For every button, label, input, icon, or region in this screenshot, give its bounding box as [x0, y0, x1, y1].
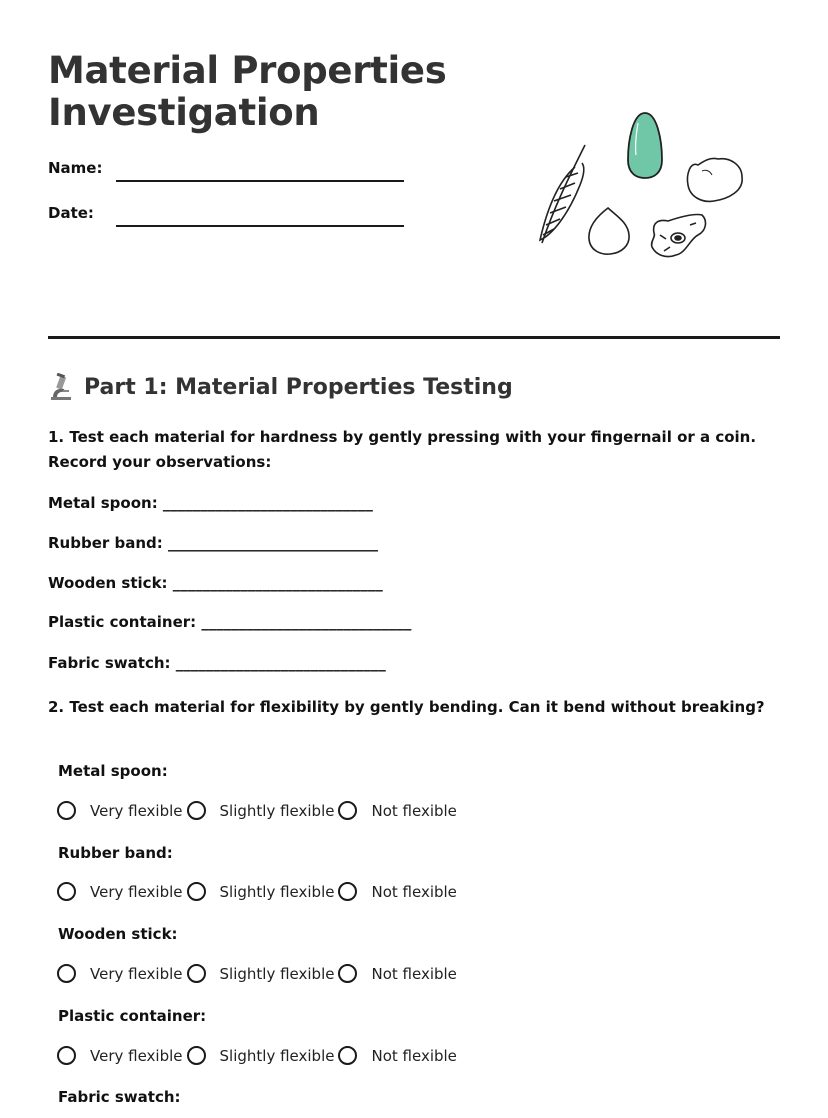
part1-heading: [48, 373, 513, 401]
rock-icon: [687, 158, 742, 201]
hardness-row-metal[interactable]: Metal spoon: ____________________________: [48, 494, 373, 512]
option-label: Slightly flexible: [219, 1046, 335, 1065]
option-label: Not flexible: [371, 964, 457, 983]
name-field[interactable]: [116, 180, 404, 182]
question-2: 2. Test each material for flexibility by gently bending. Can it bend without breaking?: [48, 698, 765, 716]
flex-label-fabric: Fabric swatch:: [58, 1088, 181, 1106]
option-very-flexible[interactable]: [57, 801, 183, 820]
radio-button[interactable]: [338, 882, 357, 901]
radio-button[interactable]: [187, 801, 206, 820]
drop-icon: [589, 208, 629, 254]
section-divider: [48, 336, 780, 339]
wood-chunk-icon: [652, 214, 706, 256]
title-line-1: Material Properties: [48, 49, 447, 92]
option-label: Not flexible: [371, 1046, 457, 1065]
option-very-flexible[interactable]: [57, 964, 183, 983]
date-field[interactable]: [116, 225, 404, 227]
option-label: Very flexible: [90, 964, 183, 983]
flex-options-wood: [57, 964, 461, 983]
flex-label-metal: Metal spoon:: [58, 762, 168, 780]
title-line-2: Investigation: [48, 91, 320, 134]
option-label: Very flexible: [90, 801, 183, 820]
hardness-row-fabric[interactable]: Fabric swatch: ____________________________: [48, 654, 386, 672]
radio-button[interactable]: [187, 1046, 206, 1065]
materials-illustration: [530, 105, 760, 265]
radio-button[interactable]: [57, 882, 76, 901]
question-1: 1. Test each material for hardness by gently pressing with your fingernail or a coin. Record your observations:: [48, 428, 757, 471]
option-very-flexible[interactable]: [57, 882, 183, 901]
date-label: Date:: [48, 204, 94, 222]
radio-button[interactable]: [57, 964, 76, 983]
option-not-flexible[interactable]: [338, 964, 456, 983]
option-label: Slightly flexible: [219, 801, 335, 820]
radio-button[interactable]: [187, 882, 206, 901]
option-label: Slightly flexible: [219, 882, 335, 901]
name-label: Name:: [48, 159, 103, 177]
option-label: Very flexible: [90, 1046, 183, 1065]
option-very-flexible[interactable]: [57, 1046, 183, 1065]
microscope-icon: [48, 373, 74, 401]
feather-icon: [540, 145, 585, 243]
flex-options-metal: [57, 801, 461, 820]
radio-button[interactable]: [338, 964, 357, 983]
option-label: Not flexible: [371, 801, 457, 820]
hardness-row-plastic[interactable]: Plastic container: ____________________________: [48, 613, 412, 631]
option-label: Not flexible: [371, 882, 457, 901]
radio-button[interactable]: [57, 801, 76, 820]
radio-button[interactable]: [338, 801, 357, 820]
option-not-flexible[interactable]: [338, 801, 456, 820]
option-not-flexible[interactable]: [338, 1046, 456, 1065]
flex-label-wood: Wooden stick:: [58, 925, 178, 943]
hardness-row-wood[interactable]: Wooden stick: ____________________________: [48, 574, 383, 592]
radio-button[interactable]: [338, 1046, 357, 1065]
option-slightly-flexible[interactable]: [187, 1046, 335, 1065]
option-slightly-flexible[interactable]: [187, 801, 335, 820]
radio-button[interactable]: [187, 964, 206, 983]
radio-button[interactable]: [57, 1046, 76, 1065]
worksheet-title: [48, 50, 448, 134]
flex-options-rubber: [57, 882, 461, 901]
hardness-row-rubber[interactable]: Rubber band: ____________________________: [48, 534, 378, 552]
option-slightly-flexible[interactable]: [187, 882, 335, 901]
option-label: Very flexible: [90, 882, 183, 901]
option-label: Slightly flexible: [219, 964, 335, 983]
option-slightly-flexible[interactable]: [187, 964, 335, 983]
part1-title: Part 1: Material Properties Testing: [84, 374, 513, 400]
option-not-flexible[interactable]: [338, 882, 456, 901]
flex-options-plastic: [57, 1046, 461, 1065]
flex-label-rubber: Rubber band:: [58, 844, 173, 862]
flex-label-plastic: Plastic container:: [58, 1007, 207, 1025]
egg-icon: [628, 113, 662, 178]
